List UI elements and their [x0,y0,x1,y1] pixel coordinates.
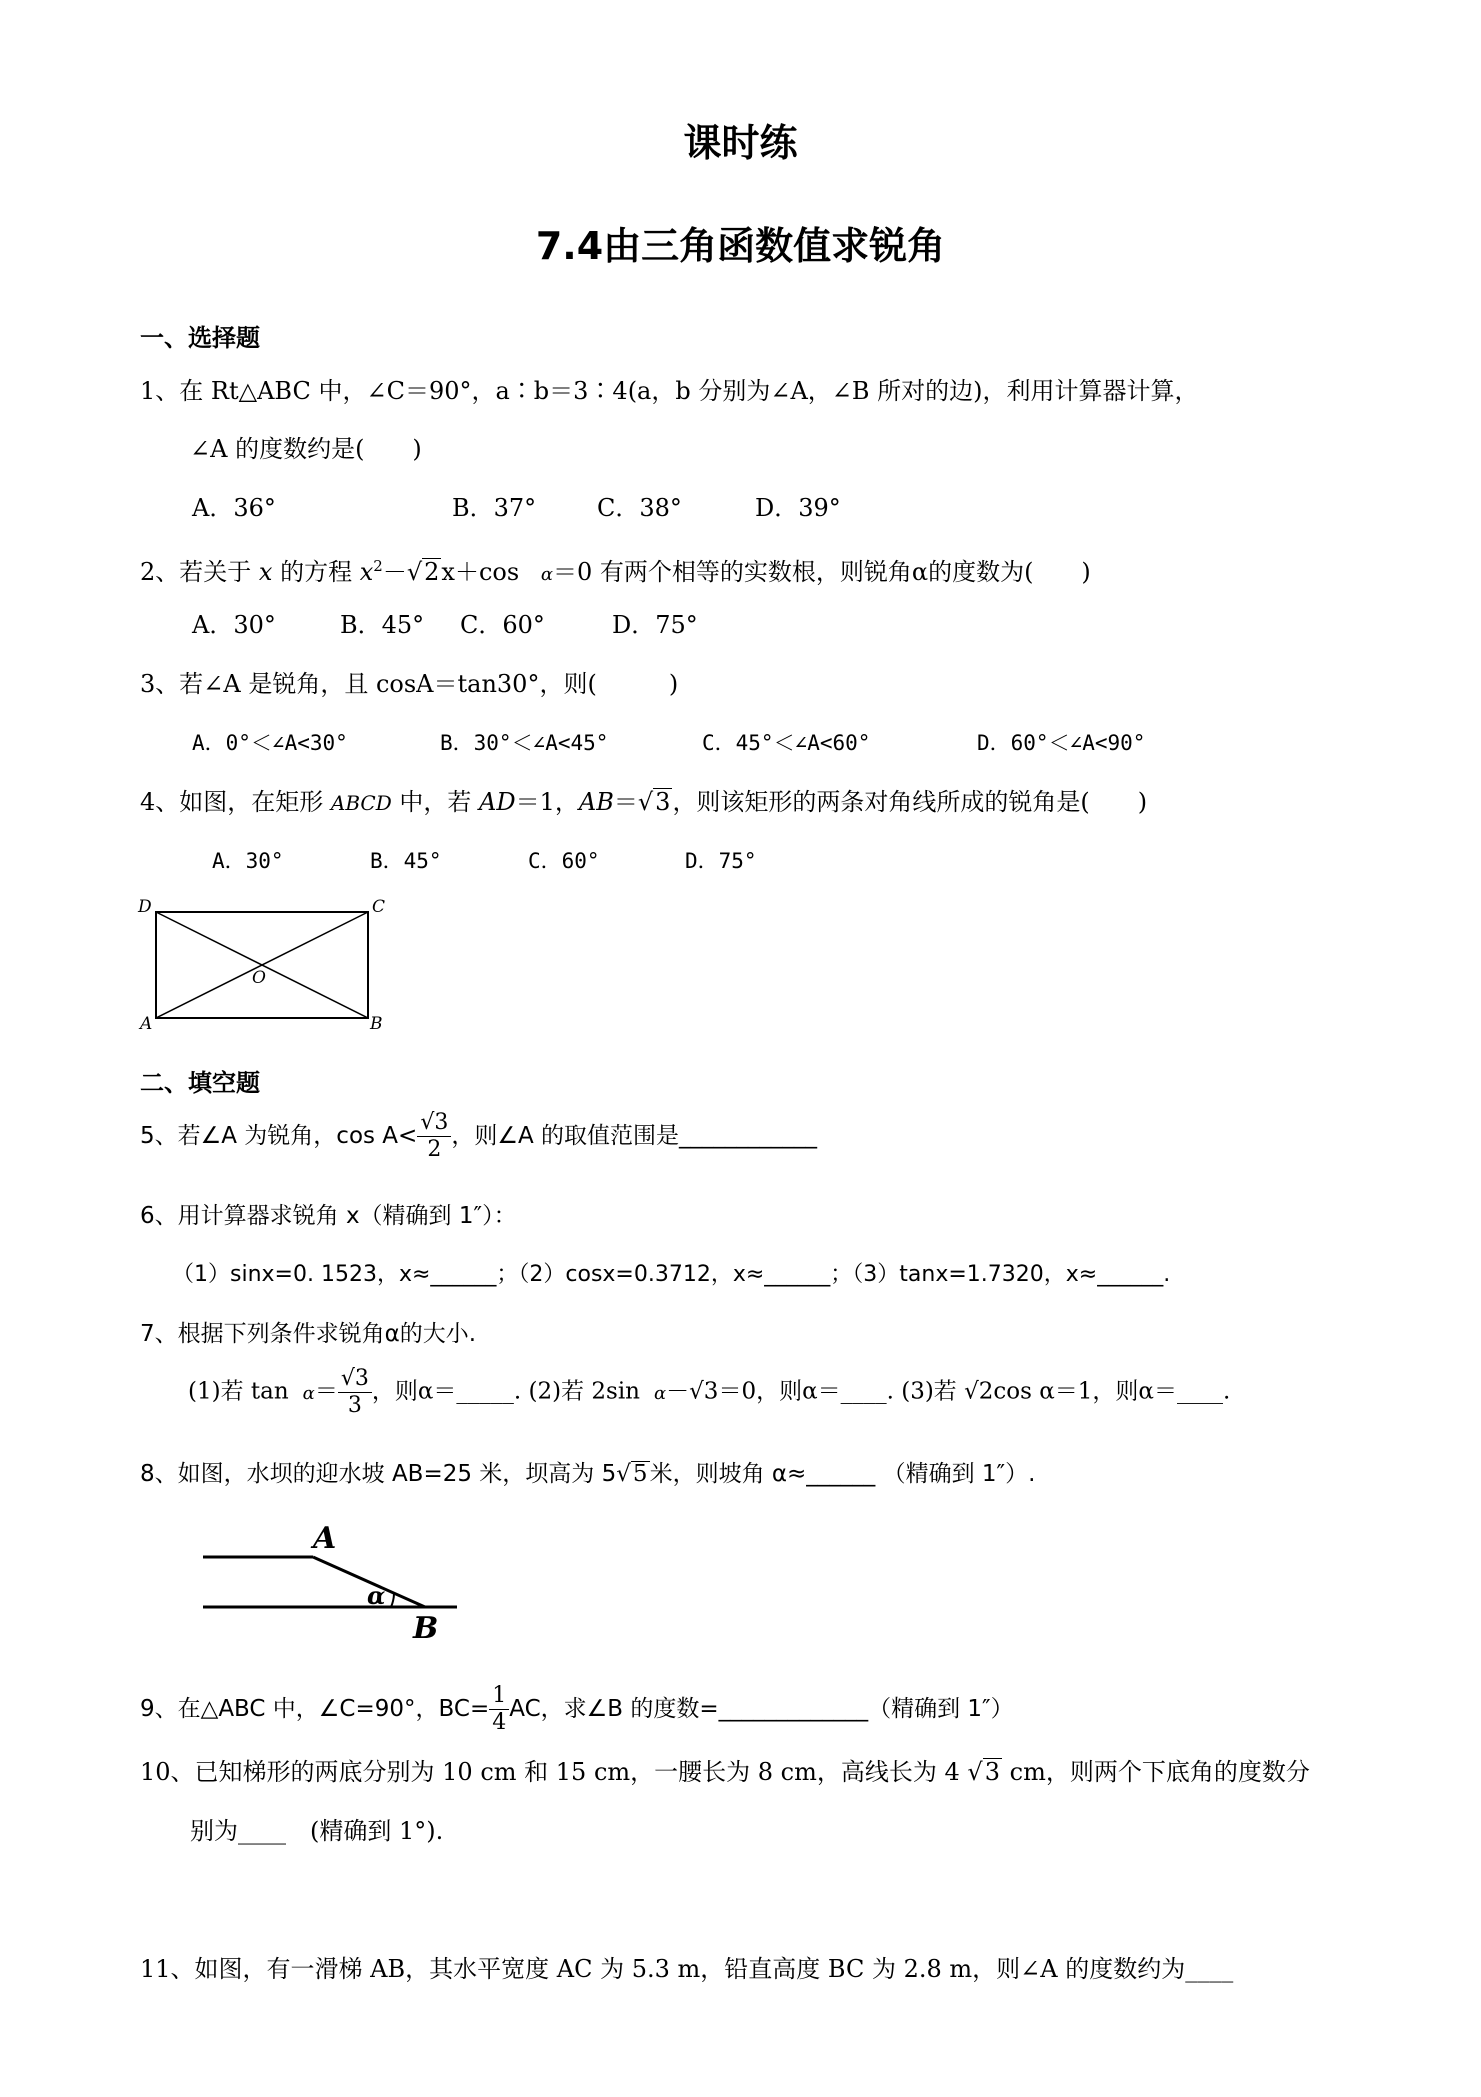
question-4-option-a: A．30° [212,849,284,873]
question-3-option-c: C．45°＜∠A<60° [702,731,871,755]
question-10-line1 [140,1756,1310,1788]
label-a: A [313,1522,337,1556]
question-9-suffix: AC，求∠B 的度数=_____________（精确到 1″） [509,1696,1014,1722]
question-9-denominator: 4 [492,1710,507,1735]
question-7-line1: 7、根据下列条件求锐角α的大小. [140,1321,477,1347]
question-10-text-a: 10、已知梯形的两底分别为 10 cm 和 15 cm，一腰长为 8 cm，高线长为 4 [140,1758,968,1786]
sqrt-symbol: √3 [637,788,671,816]
question-3-option-b: B．30°＜∠A<45° [440,731,609,755]
question-7-alpha-2: α [654,1382,667,1404]
fraction [417,1112,451,1161]
question-4-text-e: ，则该矩形的两条对角线所成的锐角是( ) [672,788,1148,816]
sqrt-symbol: √5 [616,1461,648,1487]
question-4-rect-name: ABCD [330,791,392,815]
question-5-denominator: 2 [427,1137,442,1162]
question-4-option-d: D．75° [685,849,757,873]
label-d: D [138,897,152,917]
page-subtitle: 7.4由三角函数值求锐角 [535,224,946,268]
sqrt-symbol: √3 [967,1758,1000,1786]
question-4-radicand: 3 [655,788,671,816]
question-1-line1: 1、在 Rt△ABC 中，∠C＝90°，a∶b＝3∶4(a，b 分别为∠A，∠B 所对的边)，利用计算器计算， [140,377,1199,405]
question-4 [140,786,1147,819]
question-10-radicand: 3 [984,1758,1000,1786]
question-4-text-a: 4、如图，在矩形 [140,788,331,816]
rectangle-figure [130,895,400,1035]
question-2-option-d: D．75° [612,611,698,639]
label-alpha: α [367,1581,386,1610]
question-8-radicand: 5 [632,1461,648,1487]
question-8-prefix: 8、如图，水坝的迎水坡 AB=25 米，坝高为 5 [140,1461,617,1487]
label-o: O [252,968,266,988]
question-2-mid2: x＋cos [441,558,520,586]
question-1-option-d: D．39° [755,494,841,522]
label-b: B [370,1014,383,1034]
question-7-part1-suffix: ，则α＝_____. (2)若 2sin [371,1378,640,1405]
question-7-equals: ＝ [314,1378,338,1405]
question-9-numerator: 1 [489,1685,509,1710]
question-2-suffix: ＝0 有两个相等的实数根，则锐角α的度数为( ) [552,558,1091,586]
question-2-var-x: x [258,558,273,586]
question-6-line1: 6、用计算器求锐角 x（精确到 1″）： [140,1203,517,1229]
fraction [338,1368,372,1417]
question-5-suffix: ，则∠A 的取值范围是____________ [451,1123,818,1149]
question-2-option-c: C．60° [460,611,545,639]
question-2-var-x2: x [359,558,374,586]
question-3: 3、若∠A 是锐角，且 cosA＝tan30°，则( ) [140,670,679,698]
question-1-option-b: B．37° [452,494,537,522]
question-8 [140,1458,1035,1490]
question-1-option-c: C．38° [597,494,682,522]
question-5-prefix: 5、若∠A 为锐角，cos A< [140,1123,418,1149]
question-9-prefix: 9、在△ABC 中，∠C=90°，BC= [140,1696,490,1722]
section-heading-fill: 二、填空题 [140,1069,260,1097]
question-2-radicand: 2 [424,558,440,586]
question-4-option-c: C．60° [528,849,600,873]
question-1-line2: ∠A 的度数约是( ) [190,435,422,463]
question-4-ab: AB [578,788,614,816]
question-11: 11、如图，有一滑梯 AB，其水平宽度 AC 为 5.3 m，铅直高度 BC 为 2.8 m，则∠A 的度数约为____ [140,1955,1234,1983]
question-2-alpha: α [540,564,553,585]
page-title: 课时练 [683,121,798,165]
question-7-line2 [188,1368,1230,1417]
question-10-text-b: cm，则两个下底角的度数分 [1002,1758,1310,1786]
question-3-option-a: A．0°＜∠A<30° [192,731,348,755]
question-2-option-b: B．45° [340,611,425,639]
label-b: B [413,1611,439,1642]
question-2-minus: － [382,558,407,586]
question-5 [140,1112,817,1161]
fraction [489,1685,509,1734]
question-3-option-d: D．60°＜∠A<90° [977,731,1146,755]
question-2 [140,550,1091,591]
sqrt-symbol: √2 [406,558,440,586]
question-4-text-c: ＝1， [515,788,579,816]
question-1-option-a: A．36° [192,494,276,522]
question-9 [140,1685,1014,1734]
question-4-text-b: 中，若 [391,788,480,816]
question-7-denominator: 3 [347,1393,362,1418]
question-4-option-b: B．45° [370,849,442,873]
dam-slope-figure [195,1522,475,1642]
question-2-mid1: 的方程 [280,558,353,586]
label-a: A [140,1014,153,1034]
question-5-numerator: √3 [417,1112,451,1137]
question-7-part2-suffix: －√3＝0，则α＝____. (3)若 √2cos α＝1，则α＝____. [666,1378,1231,1405]
question-2-prefix: 2、若关于 [140,558,252,586]
question-8-suffix: 米，则坡角 α≈______ （精确到 1″）. [649,1461,1036,1487]
question-7-part1-prefix: (1)若 tan [188,1378,289,1405]
question-6-line2: （1）sinx=0. 1523，x≈______；（2）cosx=0.3712，x≈______；（3）tanx=1.7320，x≈______. [172,1262,1171,1287]
label-c: C [372,897,386,917]
section-heading-choice: 一、选择题 [140,324,260,352]
angle-arc [391,1594,394,1607]
question-2-option-a: A．30° [192,611,276,639]
question-4-text-d: ＝ [613,788,638,816]
question-7-numerator: √3 [338,1368,372,1393]
question-2-exponent: 2 [373,557,383,575]
question-4-ad: AD [479,788,516,816]
question-10-line2: 别为____ (精确到 1°). [190,1817,444,1845]
question-7-alpha: α [302,1382,315,1404]
